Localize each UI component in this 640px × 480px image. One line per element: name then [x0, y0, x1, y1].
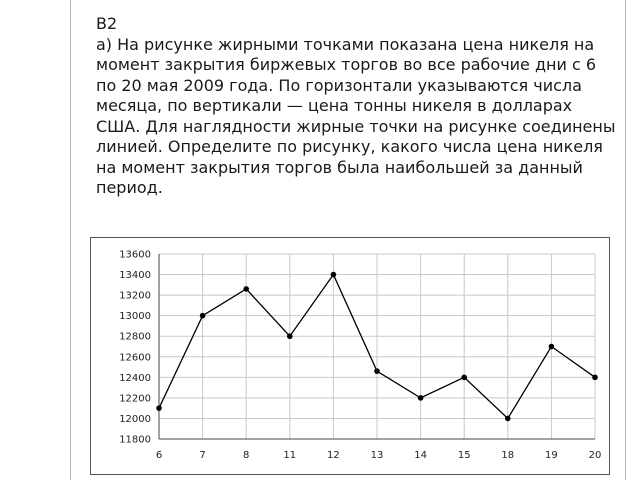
data-point [287, 333, 293, 339]
x-tick-label: 19 [545, 450, 558, 461]
data-point [505, 416, 511, 422]
label-layer [119, 250, 601, 462]
nickel-price-chart [90, 237, 610, 475]
data-point [331, 272, 337, 278]
y-tick-label: 12600 [119, 352, 151, 364]
data-point [374, 368, 380, 374]
x-tick-label: 15 [457, 450, 471, 461]
y-tick-label: 13400 [119, 270, 151, 282]
x-tick-label: 8 [243, 450, 250, 461]
x-tick-label: 6 [155, 450, 163, 461]
x-tick-label: 14 [414, 450, 427, 461]
y-tick-label: 12400 [119, 372, 151, 384]
y-tick-label: 12200 [119, 393, 151, 405]
x-tick-label: 20 [588, 450, 602, 461]
data-point [200, 313, 206, 319]
x-tick-label: 7 [199, 450, 206, 461]
x-tick-label: 12 [327, 450, 340, 461]
data-point [156, 405, 162, 411]
y-tick-label: 13000 [119, 311, 151, 323]
data-point [592, 375, 598, 381]
problem-text: а) На рисунке жирными точками показана цена никеля на момент закрытия биржевых торгов во все рабочие дни с 6 по 20 мая 2009 года. По горизонтали указываются числа месяца, по вертикали — цена тонны никеля в долларах США. Для наглядности жирные точки на рисунке соединены линией. Определите по рисунку, какого числа цена никеля на момент закрытия торгов была наибольшей за данный период. [96, 34, 616, 197]
problem-statement [96, 14, 616, 199]
data-point [418, 395, 424, 401]
y-tick-label: 13200 [119, 290, 151, 302]
y-tick-label: 12800 [119, 331, 151, 343]
x-tick-label: 18 [501, 450, 515, 461]
y-tick-label: 12000 [119, 413, 151, 425]
x-tick-label: 11 [283, 450, 297, 461]
y-tick-label: 11800 [119, 434, 151, 446]
data-point [243, 286, 249, 292]
grid-layer [159, 254, 595, 439]
y-tick-label: 13600 [119, 249, 151, 261]
data-point [549, 344, 555, 350]
data-point [461, 375, 467, 381]
x-tick-label: 13 [370, 450, 384, 461]
chart-svg [91, 238, 609, 474]
problem-number: B2 [96, 14, 118, 33]
